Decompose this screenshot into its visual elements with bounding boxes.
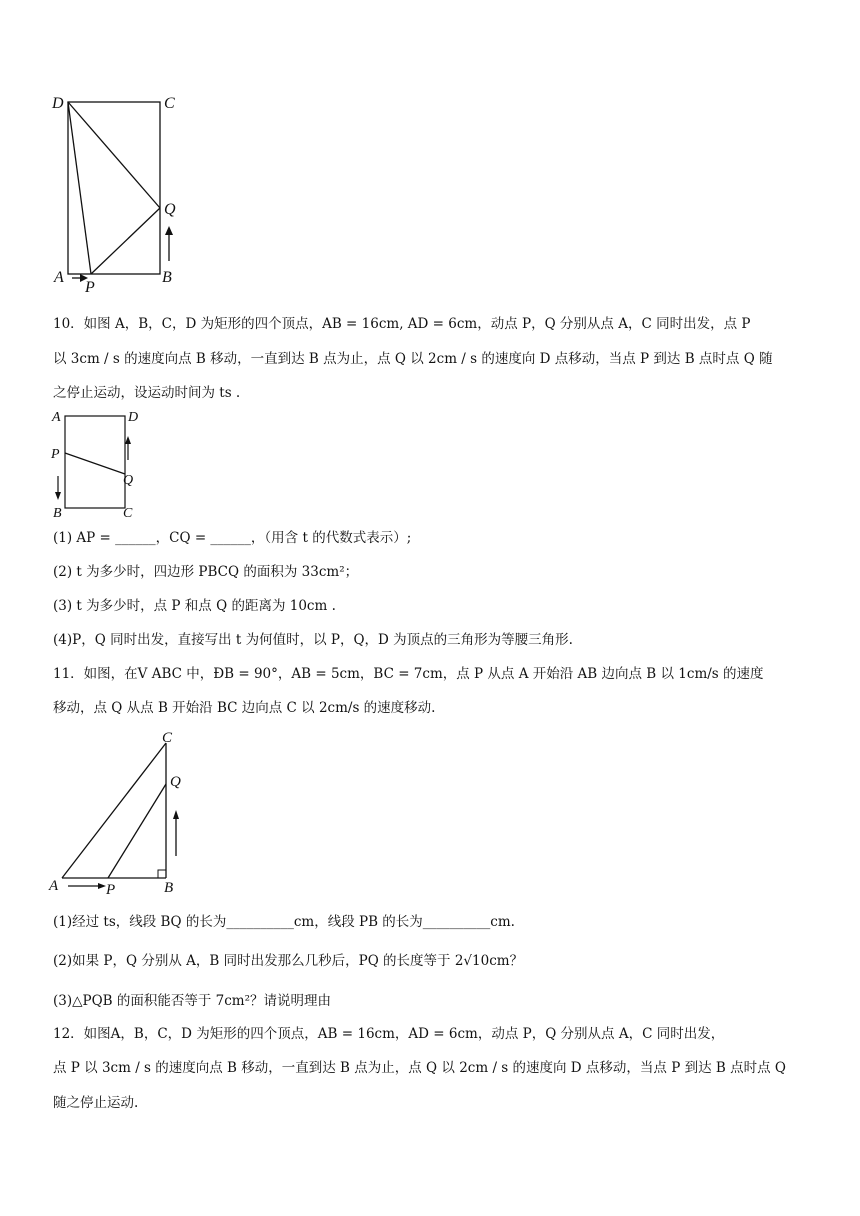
segment-dq <box>68 102 160 208</box>
rect-outline <box>65 416 125 508</box>
problem12-line3: 随之停止运动. <box>53 1095 139 1111</box>
label-q: Q <box>164 201 176 218</box>
label-c: C <box>164 95 175 112</box>
problem11-line2: 移动，点 Q 从点 B 开始沿 BC 边向点 C 以 2cm/s 的速度移动. <box>53 700 436 716</box>
label-a: A <box>49 878 59 894</box>
problem10-line3: 之停止运动，设运动时间为 ts . <box>53 385 241 401</box>
label-d: D <box>52 95 64 112</box>
segment-pq <box>91 208 160 274</box>
label-c: C <box>162 730 173 746</box>
label-b: B <box>53 506 62 521</box>
problem10-part4: (4)P，Q 同时出发，直接写出 t 为何值时，以 P，Q，D 为顶点的三角形为等腰三角形. <box>53 632 573 648</box>
arrow-right-head <box>98 883 106 889</box>
problem12-line2: 点 P 以 3cm / s 的速度向点 B 移动，一直到达 B 点为止，点 Q 以 2cm / s 的速度向 D 点移动，当点 P 到达 B 点时点 Q <box>53 1060 786 1076</box>
problem10-line1: 10．如图 A，B，C，D 为矩形的四个顶点，AB = 16cm, AD = 6cm，动点 P，Q 分别从点 A，C 同时出发，点 P <box>53 316 751 332</box>
label-b: B <box>162 269 172 286</box>
problem11-part1: (1)经过 ts，线段 BQ 的长为__________cm，线段 PB 的长为__________cm. <box>53 914 515 930</box>
right-angle-mark <box>158 870 166 878</box>
arrow-up-head <box>165 226 173 235</box>
problem10-part1: (1) AP = ______，CQ = ______，（用含 t 的代数式表示）; <box>53 530 412 546</box>
figure-rectangle-adbc <box>50 406 150 521</box>
segment-pq <box>65 453 125 474</box>
problem12-line1: 12．如图A，B，C，D 为矩形的四个顶点，AB = 16cm，AD = 6cm，动点 P，Q 分别从点 A，C 同时出发， <box>53 1026 725 1042</box>
label-a: A <box>52 410 61 425</box>
segment-dp <box>68 102 91 274</box>
problem10-part2: (2) t 为多少时，四边形 PBCQ 的面积为 33cm²； <box>53 564 359 580</box>
problem10-part3: (3) t 为多少时，点 P 和点 Q 的距离为 10cm . <box>53 598 336 614</box>
label-q: Q <box>170 774 181 790</box>
label-p: P <box>85 279 95 296</box>
segment-pq <box>108 784 166 878</box>
label-c: C <box>123 506 133 521</box>
figure-rectangle-dcqab <box>50 90 200 300</box>
label-a: A <box>54 269 64 286</box>
problem10-line2: 以 3cm / s 的速度向点 B 移动，一直到达 B 点为止，点 Q 以 2cm / s 的速度向 D 点移动，当点 P 到达 B 点时点 Q 随 <box>53 351 773 367</box>
problem11-part2: (2)如果 P，Q 分别从 A，B 同时出发那么几秒后，PQ 的长度等于 2√10cm？ <box>53 953 524 969</box>
figure-right-triangle <box>48 728 198 896</box>
label-p: P <box>51 447 60 462</box>
arrow-up-head <box>173 810 179 819</box>
label-q: Q <box>123 473 134 488</box>
label-p: P <box>106 882 116 898</box>
label-d: D <box>128 410 139 425</box>
problem11-part3: (3)△PQB 的面积能否等于 7cm²？请说明理由 <box>53 993 332 1009</box>
rect-outline <box>68 102 160 274</box>
label-b: B <box>164 880 174 896</box>
problem11-line1: 11．如图，在V ABC 中，ÐB = 90°，AB = 5cm，BC = 7cm，点 P 从点 A 开始沿 AB 边向点 B 以 1cm/s 的速度 <box>53 666 764 682</box>
arrow-up-head <box>125 436 131 444</box>
arrow-down-head <box>55 492 61 500</box>
